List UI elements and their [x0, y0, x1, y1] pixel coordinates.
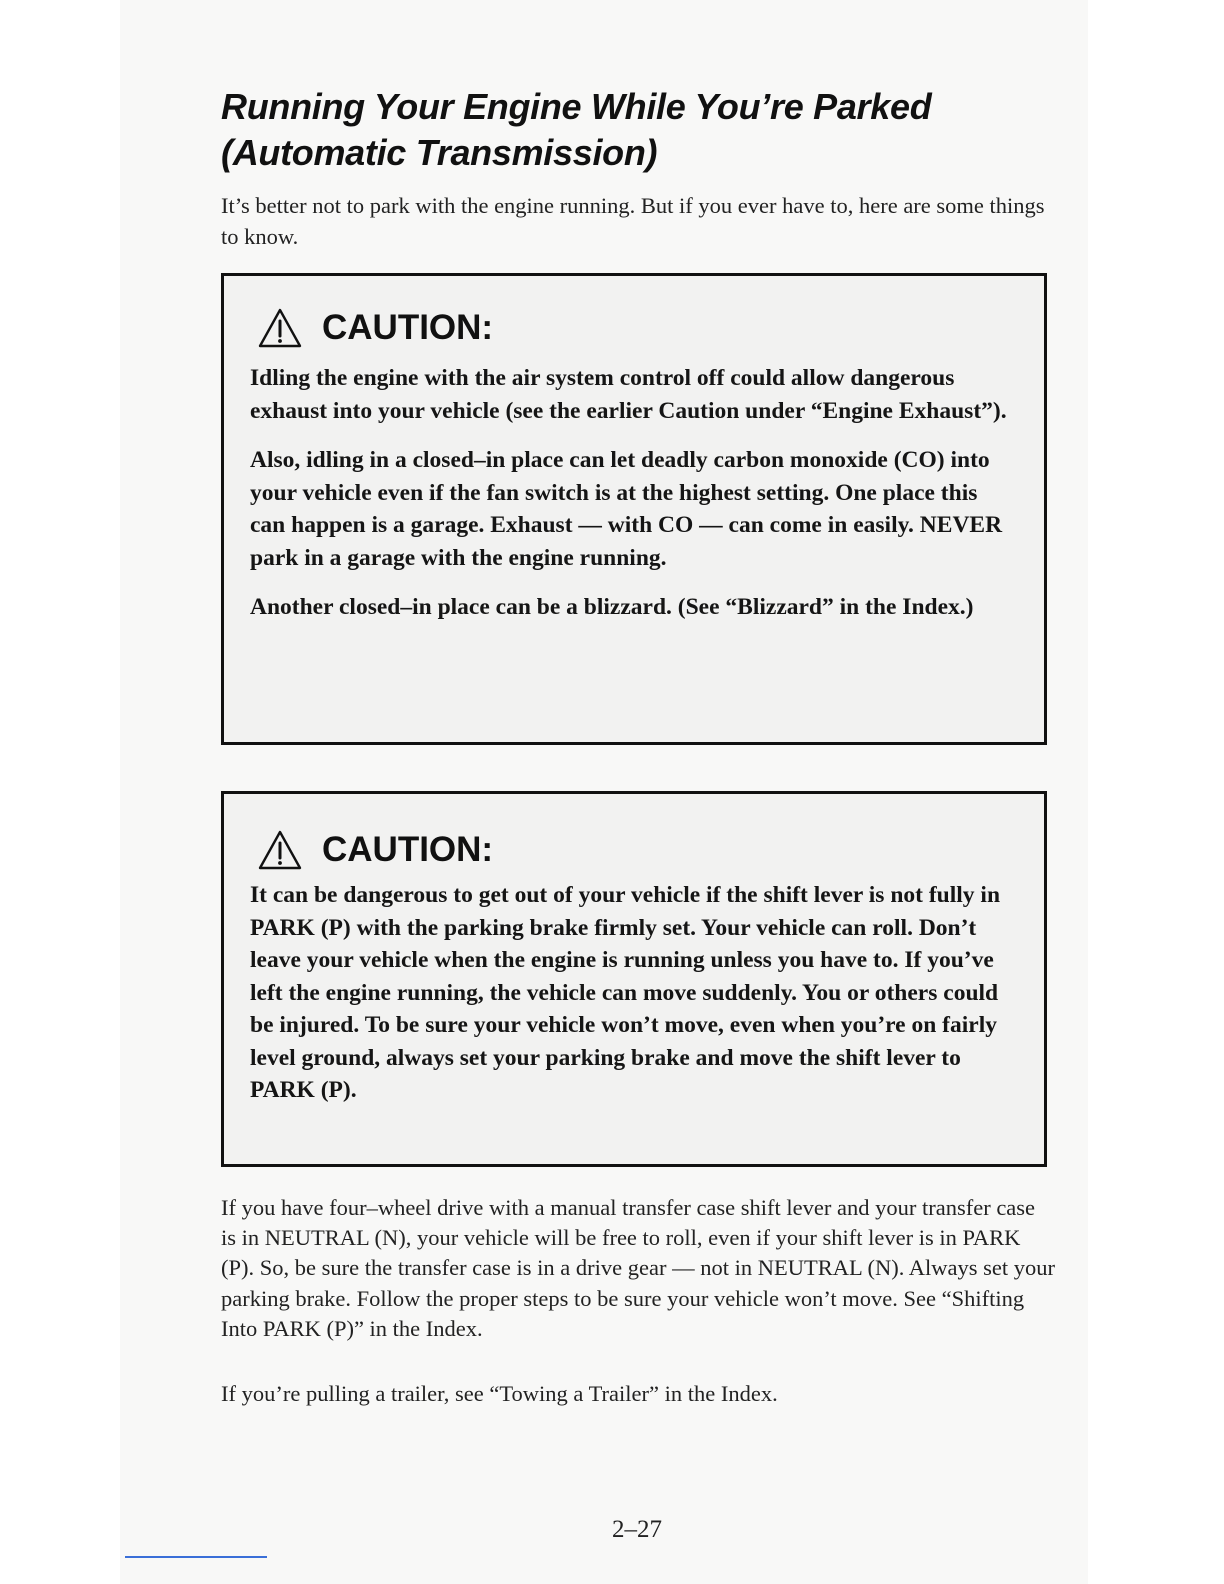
page-number: 2–27: [612, 1516, 662, 1543]
warning-triangle-icon: [258, 308, 302, 348]
page-title: [221, 84, 1041, 176]
caution-header: [258, 830, 493, 870]
caution-box: [221, 273, 1047, 745]
caution-box: [221, 791, 1047, 1167]
intro-paragraph: It’s better not to park with the engine running. But if you ever have to, here are some things to know.: [221, 193, 1045, 249]
page-title-line-1: Running Your Engine While You’re Parked: [221, 86, 932, 127]
caution-paragraph: Another closed–in place can be a blizzard. (See “Blizzard” in the Index.): [250, 594, 974, 620]
caution-header: [258, 308, 493, 348]
warning-triangle-icon: [258, 830, 302, 870]
caution-body: [250, 879, 1010, 1124]
body-paragraph: If you’re pulling a trailer, see “Towing a Trailer” in the Index.: [221, 1381, 778, 1406]
caution-paragraph: Idling the engine with the air system control off could allow dangerous exhaust into your vehicle (see the earlier Caution under “Engine Exhaust”).: [250, 365, 1007, 424]
caution-title: CAUTION:: [322, 308, 494, 347]
caution-paragraph: It can be dangerous to get out of your vehicle if the shift lever is not fully in PARK (P) with the parking brake firmly set. Your vehicle can roll. Don’t leave your vehicle when the engine is running unless you have to. If you’ve left the engine running, the vehicle can move suddenly. You or others could be injured. To be sure your vehicle won’t move, even when you’re on fairly level ground, always set your parking brake and move the shift lever to PARK (P).: [250, 882, 1001, 1103]
body-paragraph: If you have four–wheel drive with a manual transfer case shift lever and your transfer case is in NEUTRAL (N), your vehicle will be free to roll, even if your shift lever is in PARK (P). So, be sure the transfer case is in a drive gear — not in NEUTRAL (N). Always set your parking brake. Follow the proper steps to be sure your vehicle won’t move. See “Shifting Into PARK (P)” in the Index.: [221, 1195, 1055, 1341]
caution-body: [250, 362, 1010, 641]
page-edge-line: [125, 1556, 267, 1558]
caution-paragraph: Also, idling in a closed–in place can let deadly carbon monoxide (CO) into your vehicle even if the fan switch is at the highest setting. One place this can happen is a garage. Exhaust — with CO — can come in easily. NEVER park in a garage with the engine running.: [250, 447, 1003, 571]
caution-title: CAUTION:: [322, 830, 494, 869]
page-title-line-2: (Automatic Transmission): [221, 132, 658, 173]
